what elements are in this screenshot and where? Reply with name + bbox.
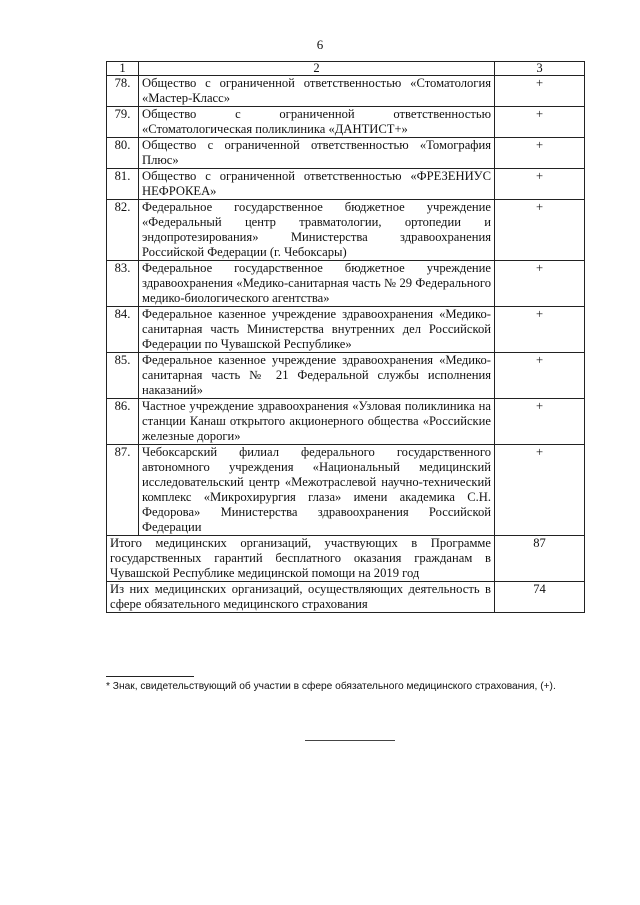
table-row [107,76,585,107]
oms-mark: + [495,169,585,200]
organization-name: Частное учреждение здравоохранения «Узловая поликлиника на станции Канаш открытого акционерного общества «Российские железные дороги» [139,399,495,445]
table-row [107,107,585,138]
table-row [107,307,585,353]
table-row [107,138,585,169]
organization-name: Федеральное государственное бюджетное учреждение здравоохранения «Медико-санитарная часть № 29 Федерального медико-биологического агентства» [139,261,495,307]
oms-mark: + [495,399,585,445]
page-number: 6 [316,37,324,52]
footnote: * Знак, свидетельствующий об участии в сфере обязательного медицинского страхования, (+). [106,681,556,692]
organization-name: Общество с ограниченной ответственностью «ФРЕЗЕНИУС НЕФРОКЕА» [139,169,495,200]
row-number: 79. [107,107,139,138]
summary-label: Итого медицинских организаций, участвующих в Программе государственных гарантий бесплатного оказания гражданам в Чувашской Республике медицинской помощи на 2019 год [107,536,495,582]
oms-mark: + [495,138,585,169]
summary-row [107,582,585,613]
oms-mark: + [495,200,585,261]
oms-mark: + [495,353,585,399]
column-header-1: 1 [107,62,139,76]
row-number: 85. [107,353,139,399]
organizations-table [106,61,585,613]
end-of-document-rule [305,740,395,741]
organization-name: Федеральное казенное учреждение здравоохранения «Медико-санитарная часть Министерства внутренних дел Российской Федерации по Чувашской Республике» [139,307,495,353]
organization-name: Общество с ограниченной ответственностью «Стоматология «Мастер-Класс» [139,76,495,107]
table-header-row [107,62,585,76]
table-row [107,169,585,200]
organization-name: Чебоксарский филиал федерального государственного автономного учреждения «Национальный медицинский исследовательский центр «Межотраслевой научно-технический комплекс «Микрохирургия глаза» имени академика С.Н. Федорова» Министерства здравоохранения Российской Федерации [139,445,495,536]
oms-mark: + [495,261,585,307]
row-number: 82. [107,200,139,261]
row-number: 87. [107,445,139,536]
table-row [107,200,585,261]
oms-mark: + [495,307,585,353]
row-number: 81. [107,169,139,200]
summary-value: 87 [495,536,585,582]
oms-mark: + [495,445,585,536]
row-number: 84. [107,307,139,353]
row-number: 78. [107,76,139,107]
organization-name: Федеральное казенное учреждение здравоохранения «Медико-санитарная часть № 21 Федеральной службы исполнения наказаний» [139,353,495,399]
oms-mark: + [495,107,585,138]
row-number: 83. [107,261,139,307]
organization-name: Федеральное государственное бюджетное учреждение «Федеральный центр травматологии, ортопедии и эндопротезирования» Министерства здравоохранения Российской Федерации (г. Чебоксары) [139,200,495,261]
footnote-separator [106,676,194,677]
table-row [107,353,585,399]
column-header-3: 3 [495,62,585,76]
table-row [107,399,585,445]
column-header-2: 2 [139,62,495,76]
summary-value: 74 [495,582,585,613]
organization-name: Общество с ограниченной ответственностью «Томография Плюс» [139,138,495,169]
oms-mark: + [495,76,585,107]
summary-row [107,536,585,582]
row-number: 80. [107,138,139,169]
table-row [107,445,585,536]
summary-label: Из них медицинских организаций, осуществляющих деятельность в сфере обязательного медицинского страхования [107,582,495,613]
row-number: 86. [107,399,139,445]
table-row [107,261,585,307]
organization-name: Общество с ограниченной ответственностью «Стоматологическая поликлиника «ДАНТИСТ+» [139,107,495,138]
